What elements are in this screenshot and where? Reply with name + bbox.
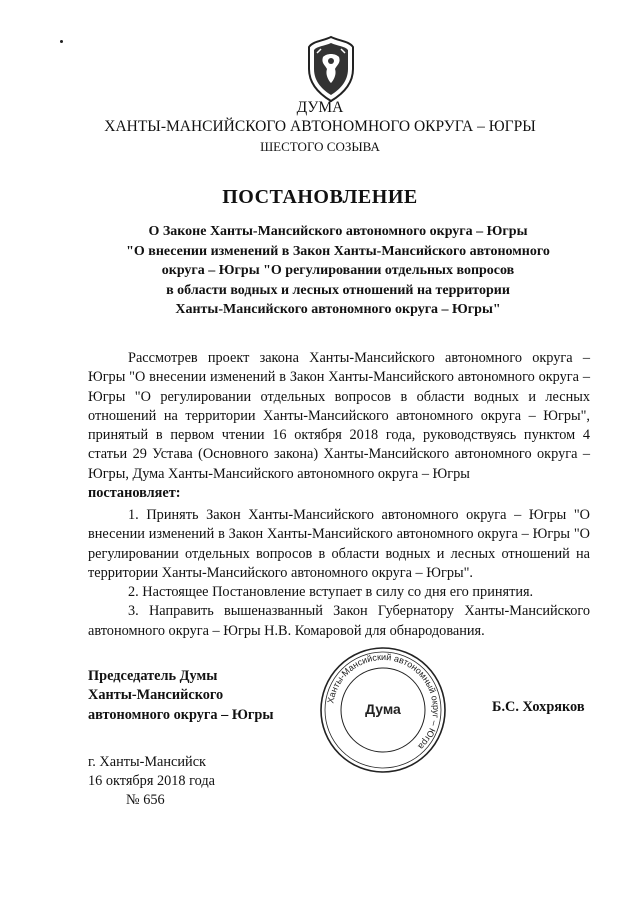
resolution-item: 2. Настоящее Постановление вступает в силу со дня его принятия.	[128, 584, 534, 601]
region-name: ХАНТЫ-МАНСИЙСКОГО АВТОНОМНОГО ОКРУГА – ЮГРЫ	[104, 118, 536, 135]
signatory-title	[88, 667, 274, 725]
document-type: ПОСТАНОВЛЕНИЕ	[222, 186, 418, 208]
signatory-title-line: Председатель Думы	[88, 668, 218, 684]
issue-date: 16 октября 2018 года	[88, 773, 216, 789]
subject-line: "О внесении изменений в Закон Ханты-Мансийского автономного	[126, 243, 550, 259]
coat-of-arms-emblem	[303, 35, 359, 103]
issue-city: г. Ханты-Мансийск	[88, 754, 206, 770]
signatory-title-line: Ханты-Мансийского	[88, 687, 224, 704]
signatory-name: Б.С. Хохряков	[492, 699, 585, 715]
subject-line: Ханты-Мансийского автономного округа – Югры"	[175, 302, 501, 317]
seal-center-text: Дума	[365, 701, 401, 717]
signatory-title-line: автономного округа – Югры	[88, 706, 274, 723]
resolution-item: 3. Направить вышеназванный Закон Губернатору Ханты-Мансийского автономного округа – Югры Н.В. Комаровой для обнародования.	[88, 603, 590, 639]
issue-place-date	[88, 753, 215, 810]
preamble-block	[88, 349, 590, 503]
speck-mark	[60, 40, 63, 43]
subject-line: в области водных и лесных отношений на территории	[166, 282, 510, 298]
official-seal	[318, 645, 448, 775]
subject-line: округа – Югры "О регулировании отдельных вопросов	[161, 263, 515, 278]
preamble-text: Рассмотрев проект закона Ханты-Мансийского автономного округа – Югры "О внесении изменений в Закон Ханты-Мансийского автономного округа – Югры "О регулировании отдельных вопросов в области водных и лесных отношений на территории Ханты-Мансийского автономного округа – Югры", принятый в первом чтении 16 октября 2018 года, руководствуясь пунктом 4 статьи 29 Устава (Основного закона) Ханты-Мансийского автономного округа – Югры, Дума Ханты-Мансийского автономного округа – Югры	[88, 350, 590, 482]
resolution-items	[88, 506, 590, 641]
seal-ring-text: Ханты-Мансийский автономный округ – Югра	[325, 651, 442, 752]
subject-line: О Законе Ханты-Мансийского автономного округа – Югры	[148, 224, 528, 239]
resolves-label: постановляет:	[88, 485, 181, 502]
convocation: ШЕСТОГО СОЗЫВА	[260, 139, 380, 154]
document-number: № 656	[126, 792, 165, 808]
resolution-item: 1. Принять Закон Ханты-Мансийского автономного округа – Югры "О внесении изменений в Закон Ханты-Мансийского автономного округа – Югры "О регулировании отдельных вопросов в области водных и лесных отношений на территории Ханты-Мансийского автономного округа – Югры".	[88, 507, 590, 581]
document-subject	[88, 222, 588, 320]
org-name: ДУМА	[296, 99, 344, 116]
